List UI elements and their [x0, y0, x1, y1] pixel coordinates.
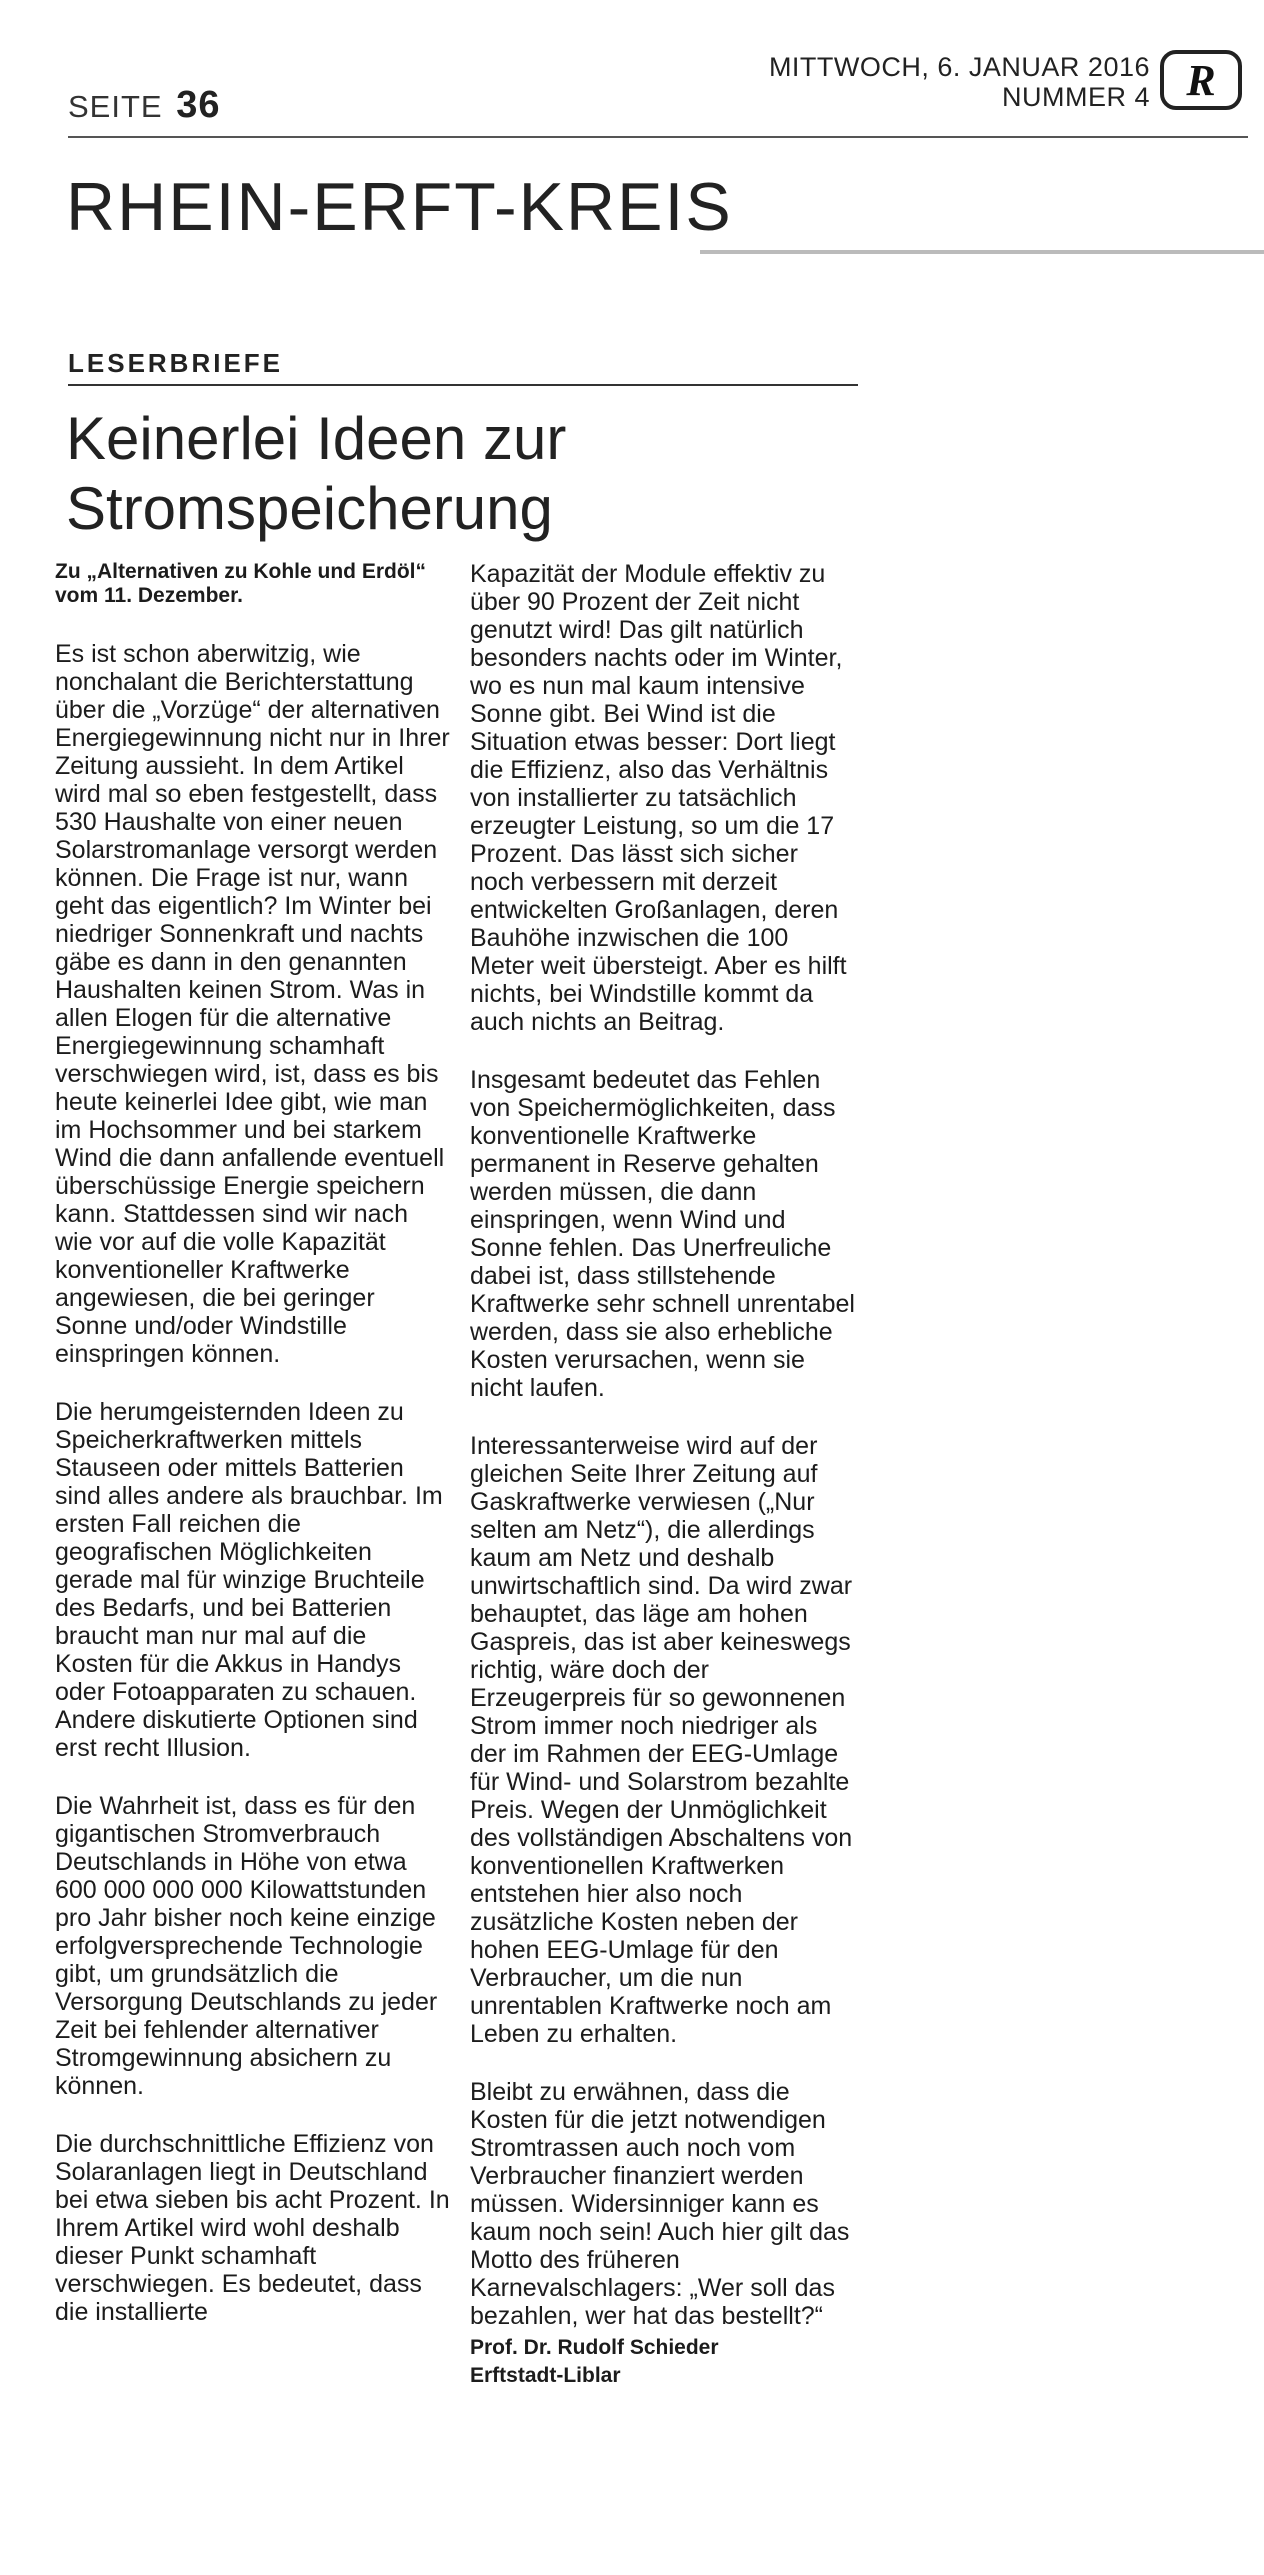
rubric-divider	[68, 384, 858, 386]
article-paragraph: Insgesamt bedeutet das Fehlen von Speichermöglichkeiten, dass konventionelle Kraftwerke permanent in Reserve gehalten werden müssen, die dann einspringen, wenn Wind und Sonne fehlen. Das Unerfreuliche dabei ist, dass stillstehende Kraftwerke sehr schnell unrentabel werden, dass sie also erhebliche Kosten verursachen, wenn sie nicht laufen.	[470, 1066, 855, 1402]
rubric-label: LESERBRIEFE	[68, 348, 284, 378]
page-number-label	[68, 84, 221, 127]
newspaper-logo	[1160, 50, 1242, 110]
article-paragraph: Interessanterweise wird auf der gleichen Seite Ihrer Zeitung auf Gaskraftwerke verwiesen („Nur selten am Netz“), die allerdings kaum am Netz und deshalb unwirtschaftlich sind. Da wird zwar behauptet, das läge am hohen Gaspreis, das ist aber keineswegs richtig, wäre doch der Erzeugerpreis für so gewonnenen Strom immer noch niedriger als der im Rahmen der EEG-Umlage für Wind- und Solarstrom bezahlte Preis. Wegen der Unmöglichkeit des vollständigen Abschaltens von konventionellen Kraftwerken entstehen hier also noch zusätzliche Kosten neben der hohen EEG-Umlage für den Verbraucher, um die nun unrentablen Kraftwerke noch am Leben zu erhalten.	[470, 1432, 853, 2048]
article-headline: Keinerlei Ideen zur Stromspeicherung	[66, 405, 567, 542]
article-paragraph: Bleibt zu erwähnen, dass die Kosten für die jetzt notwendigen Stromtrassen auch noch vom Verbraucher finanziert werden müssen. Widersinniger kann es kaum noch sein! Auch hier gilt das Motto des früheren Karnevalschlagers: „Wer soll das bezahlen, wer hat das bestellt?“	[470, 2078, 850, 2330]
article-paragraph: Es ist schon aberwitzig, wie nonchalant die Berichterstattung über die „Vorzüge“ der alternativen Energiegewinnung nicht nur in Ihrer Zeitung aussieht. In dem Artikel wird mal so eben festgestellt, dass 530 Haushalte von einer neuen Solarstromanlage versorgt werden können. Die Frage ist nur, wann geht das eigentlich? Im Winter bei niedriger Sonnenkraft und nachts gäbe es dann in den genannten Haushalten keinen Strom. Was in allen Elogen für die alternative Energiegewinnung schamhaft verschwiegen wird, ist, dass es bis heute keinerlei Idee gibt, wie man im Hochsommer und bei starkem Wind die dann anfallende eventuell überschüssige Energie speichern kann. Stattdessen sind wir nach wie vor auf die volle Kapazität konventioneller Kraftwerke angewiesen, die bei geringer Sonne und/oder Windstille einspringen können.	[55, 640, 450, 1368]
article-column-left	[55, 560, 450, 2356]
article-intro: Zu „Alternativen zu Kohle und Erdöl“ vom 11. Dezember.	[55, 560, 427, 607]
article-paragraph: Die Wahrheit ist, dass es für den gigantischen Stromverbrauch Deutschlands in Höhe von etwa 600 000 000 000 Kilowattstunden pro Jahr bisher noch keine einzige erfolgversprechende Technologie gibt, um grundsätzlich die Versorgung Deutschlands zu jeder Zeit bei fehlender alternativer Stromgewinnung absichern zu können.	[55, 1792, 438, 2100]
author-place: Erftstadt-Liblar	[470, 2364, 621, 2387]
page-prefix: SEITE	[68, 89, 163, 124]
issue-info	[740, 52, 1150, 112]
issue-number: NUMMER 4	[1001, 82, 1150, 112]
article-paragraph: Die durchschnittliche Effizienz von Solaranlagen liegt in Deutschland bei etwa sieben bis acht Prozent. In Ihrem Artikel wird wohl deshalb dieser Punkt schamhaft verschwiegen. Es bedeutet, dass die installierte	[55, 2130, 450, 2326]
header-divider	[68, 136, 1248, 138]
author-name: Prof. Dr. Rudolf Schieder	[470, 2336, 719, 2359]
section-title: RHEIN-ERFT-KREIS	[66, 169, 733, 245]
page-number: 36	[176, 84, 221, 126]
logo-letter: R	[1186, 55, 1216, 105]
article-paragraph: Die herumgeisternden Ideen zu Speicherkraftwerken mittels Stauseen oder mittels Batterien sind alles andere als brauchbar. Im ersten Fall reichen die geografischen Möglichkeiten gerade mal für winzige Bruchteile des Bedarfs, und bei Batterien braucht man nur mal auf die Kosten für die Akkus in Handys oder Fotoapparaten zu schauen. Andere diskutierte Optionen sind erst recht Illusion.	[55, 1398, 443, 1762]
issue-date: MITTWOCH, 6. JANUAR 2016	[768, 52, 1150, 82]
article-column-right	[470, 560, 855, 2390]
scan-edge-line	[700, 250, 1264, 254]
article-paragraph: Kapazität der Module effektiv zu über 90 Prozent der Zeit nicht genutzt wird! Das gilt natürlich besonders nachts oder im Winter, wo es nun mal kaum intensive Sonne gibt. Bei Wind ist die Situation etwas besser: Dort liegt die Effizienz, also das Verhältnis von installierter zu tatsächlich erzeugter Leistung, so um die 17 Prozent. Das lässt sich sicher noch verbessern mit derzeit entwickelten Großanlagen, deren Bauhöhe inzwischen die 100 Meter weit übersteigt. Aber es hilft nichts, bei Windstille kommt da auch nichts an Beitrag.	[470, 560, 847, 1036]
